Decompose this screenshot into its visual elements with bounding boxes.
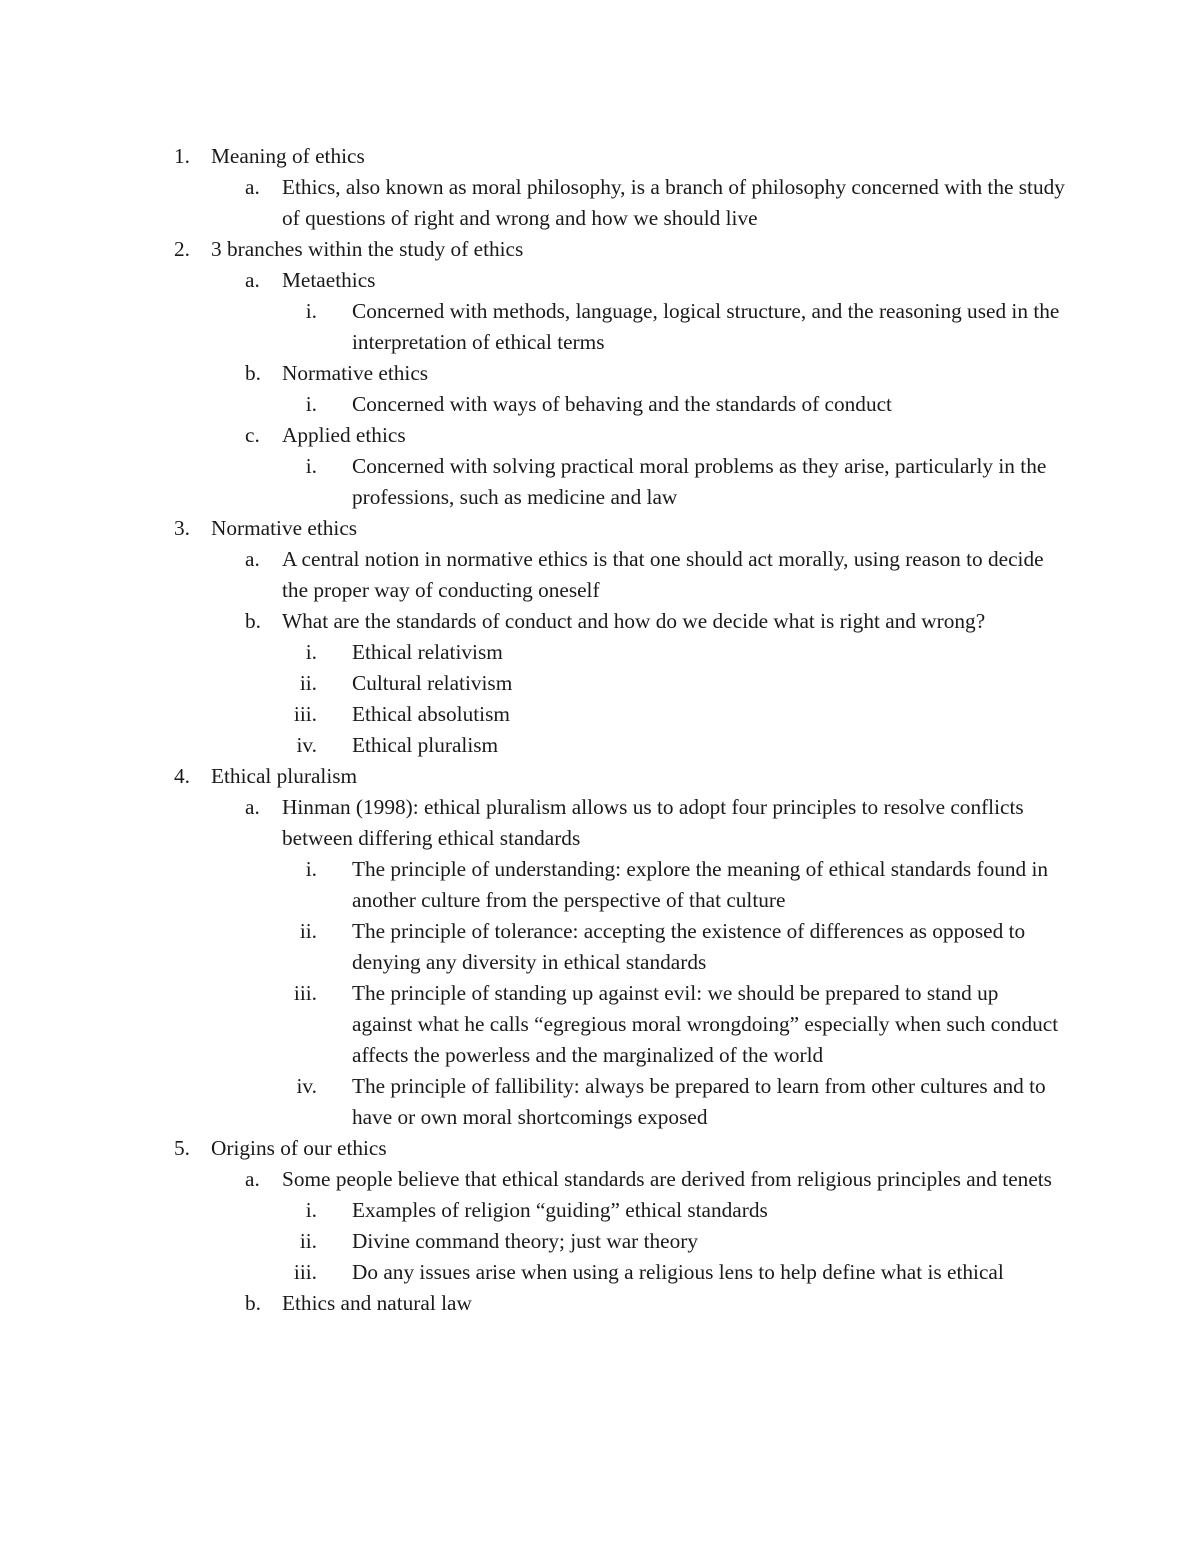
detail-item (0, 916, 1200, 978)
list-item-text: Meaning of ethics (211, 144, 365, 168)
list-item-text: What are the standards of conduct and how do we decide what is right and wrong? (282, 609, 986, 633)
list-item-text: The principle of understanding: explore the meaning of ethical standards found in another culture from the perspective of that culture (352, 857, 1049, 912)
list-item-text: Ethical pluralism (352, 733, 499, 757)
list-marker: ii. (299, 919, 317, 943)
list-marker: 2. (174, 237, 190, 261)
list-marker: i. (305, 1198, 317, 1222)
subsection-item (0, 544, 1200, 606)
list-item-text: Cultural relativism (352, 671, 513, 695)
list-marker: i. (305, 454, 317, 478)
list-item-text: Divine command theory; just war theory (352, 1229, 698, 1253)
list-marker: a. (245, 175, 260, 199)
subsection-item (0, 1164, 1200, 1195)
subsection-item (0, 265, 1200, 296)
list-marker: i. (305, 640, 317, 664)
list-marker: 1. (174, 144, 190, 168)
list-marker: c. (245, 423, 260, 447)
subsection-item (0, 606, 1200, 637)
list-item-text: The principle of tolerance: accepting the existence of differences as opposed to denying any diversity in ethical standards (352, 919, 1026, 974)
detail-item (0, 451, 1200, 513)
list-marker: iii. (293, 981, 317, 1005)
list-marker: iv. (296, 733, 317, 757)
list-item-text: Ethical relativism (352, 640, 503, 664)
list-item-text: Concerned with solving practical moral problems as they arise, particularly in the professions, such as medicine and law (352, 454, 1047, 509)
list-marker: a. (245, 547, 260, 571)
detail-item (0, 296, 1200, 358)
list-item-text: Do any issues arise when using a religious lens to help define what is ethical (352, 1260, 1004, 1284)
list-marker: b. (245, 361, 261, 385)
list-marker: i. (305, 857, 317, 881)
list-marker: b. (245, 609, 261, 633)
detail-item (0, 668, 1200, 699)
list-item-text: Examples of religion “guiding” ethical standards (352, 1198, 768, 1222)
list-marker: iv. (296, 1074, 317, 1098)
list-marker: 4. (174, 764, 190, 788)
list-marker: ii. (299, 1229, 317, 1253)
list-item-text: Ethical absolutism (352, 702, 510, 726)
section-heading (0, 234, 1200, 265)
section-heading (0, 513, 1200, 544)
list-item-text: Concerned with ways of behaving and the standards of conduct (352, 392, 892, 416)
list-marker: 3. (174, 516, 190, 540)
detail-item (0, 1257, 1200, 1288)
detail-item (0, 389, 1200, 420)
list-marker: a. (245, 1167, 260, 1191)
detail-item (0, 1226, 1200, 1257)
detail-item (0, 854, 1200, 916)
subsection-item (0, 172, 1200, 234)
list-item-text: The principle of fallibility: always be prepared to learn from other cultures and to have or own moral shortcomings exposed (352, 1074, 1046, 1129)
subsection-item (0, 1288, 1200, 1319)
detail-item (0, 1071, 1200, 1133)
list-marker: iii. (293, 1260, 317, 1284)
list-item-text: Origins of our ethics (211, 1136, 387, 1160)
detail-item (0, 637, 1200, 668)
list-item-text: 3 branches within the study of ethics (211, 237, 524, 261)
outline-list (0, 141, 1200, 1319)
detail-item (0, 699, 1200, 730)
list-item-text: Normative ethics (211, 516, 358, 540)
list-item-text: Normative ethics (282, 361, 429, 385)
list-marker: b. (245, 1291, 261, 1315)
section-heading (0, 1133, 1200, 1164)
subsection-item (0, 358, 1200, 389)
list-item-text: Applied ethics (282, 423, 406, 447)
detail-item (0, 730, 1200, 761)
list-item-text: The principle of standing up against evil: we should be prepared to stand up against what he calls “egregious moral wrongdoing” especially when such conduct affects the powerless and the marginalized of the world (352, 981, 1059, 1067)
list-item-text: A central notion in normative ethics is that one should act morally, using reason to decide the proper way of conducting oneself (282, 547, 1044, 602)
list-marker: i. (305, 392, 317, 416)
list-item-text: Some people believe that ethical standards are derived from religious principles and tenets (282, 1167, 1052, 1191)
list-marker: a. (245, 795, 260, 819)
section-heading (0, 141, 1200, 172)
list-item-text: Ethics and natural law (282, 1291, 472, 1315)
list-marker: a. (245, 268, 260, 292)
section-heading (0, 761, 1200, 792)
list-item-text: Concerned with methods, language, logical structure, and the reasoning used in the interpretation of ethical terms (352, 299, 1060, 354)
list-item-text: Ethical pluralism (211, 764, 358, 788)
list-item-text: Ethics, also known as moral philosophy, is a branch of philosophy concerned with the study of questions of right and wrong and how we should live (282, 175, 1065, 230)
subsection-item (0, 420, 1200, 451)
list-marker: ii. (299, 671, 317, 695)
list-marker: 5. (174, 1136, 190, 1160)
list-item-text: Hinman (1998): ethical pluralism allows us to adopt four principles to resolve conflicts between differing ethical standards (282, 795, 1024, 850)
subsection-item (0, 792, 1200, 854)
list-marker: iii. (293, 702, 317, 726)
list-item-text: Metaethics (282, 268, 376, 292)
detail-item (0, 1195, 1200, 1226)
list-marker: i. (305, 299, 317, 323)
detail-item (0, 978, 1200, 1071)
